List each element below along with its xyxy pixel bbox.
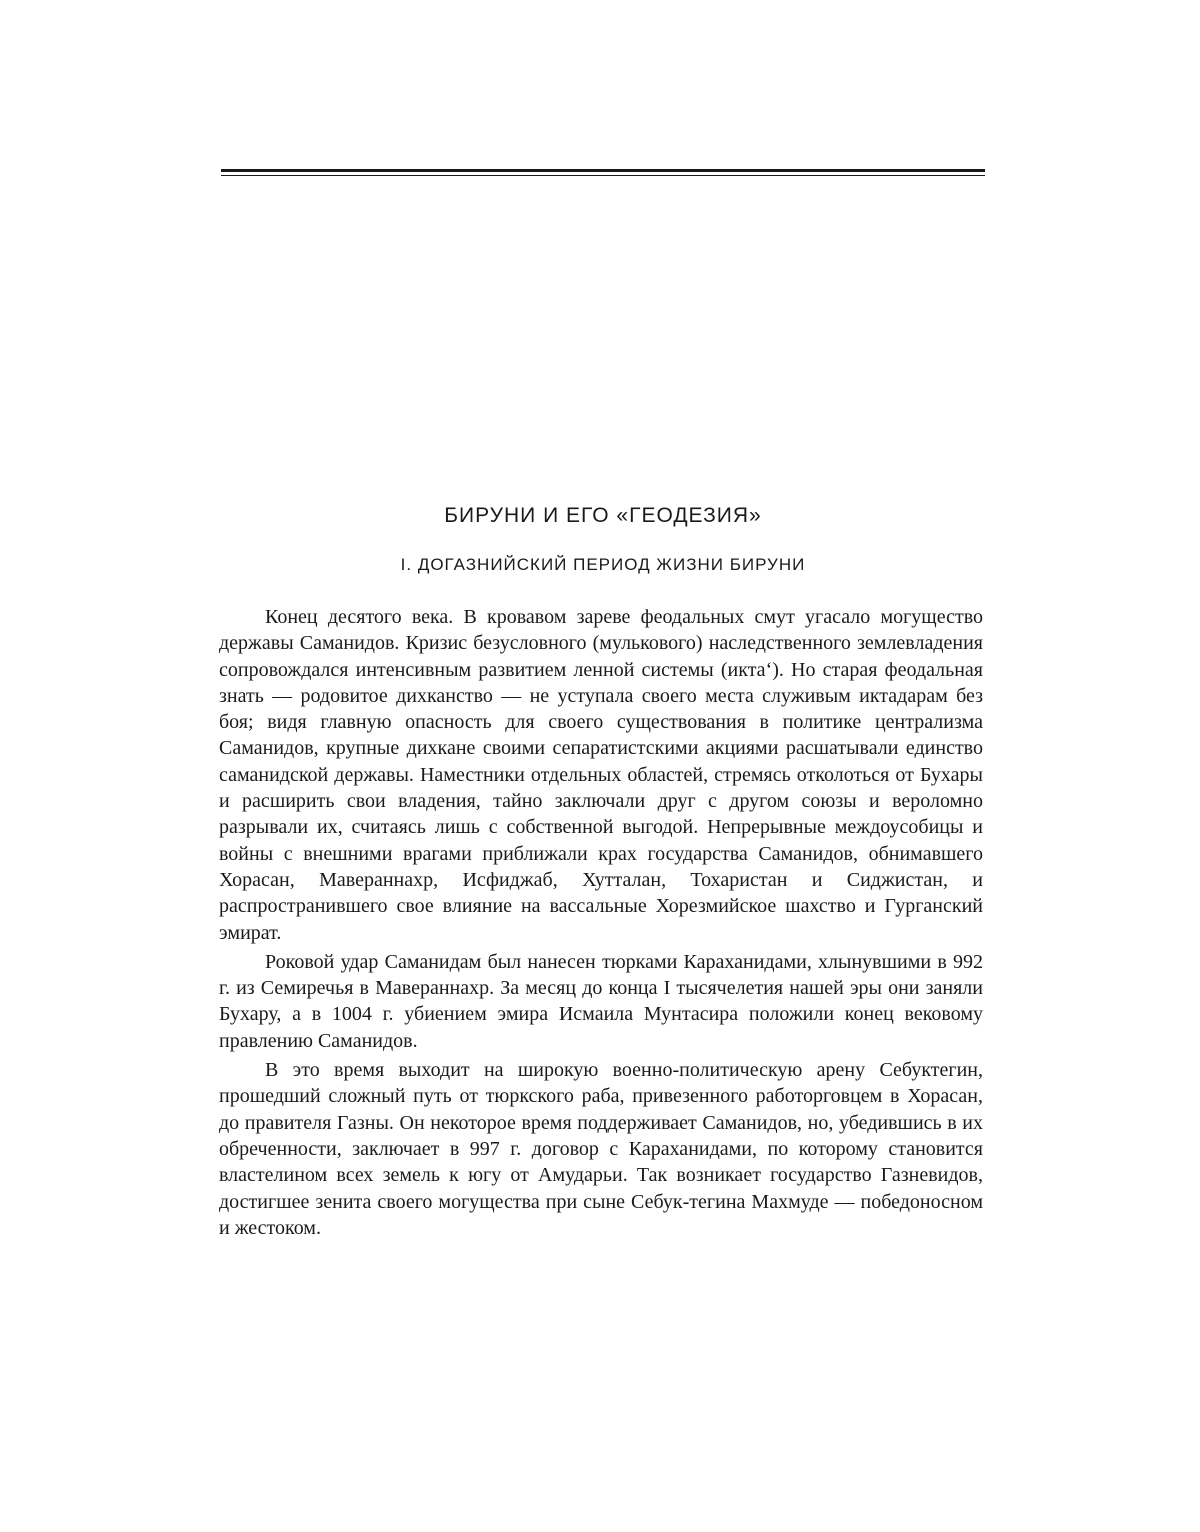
paragraph: В это время выходит на широкую военно-политическую арену Себуктегин, прошедший сложный путь от тюркского раба, привезенного работорговцем в Хорасан, до правителя Газны. Он некоторое время поддерживает Саманидов, но, убедившись в их обреченности, заключает в 997 г. договор с Караханидами, по которому становится властелином всех земель к югу от Амударьи. Так возникает государство Газневидов, достигшее зенита своего могущества при сыне Себук-тегина Махмуде — победоносном и жестоком. <box>219 1059 983 1239</box>
paragraph: Роковой удар Саманидам был нанесен тюрками Караханидами, хлынувшими в 992 г. из Семиречья в Мавераннахр. За месяц до конца I тысячелетия нашей эры они заняли Бухару, а в 1004 г. убиением эмира Исмаила Мунтасира положили конец вековому правлению Саманидов. <box>219 950 983 1052</box>
paragraph: Конец десятого века. В кровавом зареве феодальных смут угасало могущество державы Саманидов. Кризис безусловного (мулькового) наследственного землевладения сопровождался интенсивным развитием ленной системы (икта‘). Но старая феодальная знать — родовитое дихканство — не уступала своего места служивым иктадарам без боя; видя главную опасность для своего существования в политике централизма Саманидов, крупные дихкане своими сепаратистскими акциями расшатывали единство саманидской державы. Наместники отдельных областей, стремясь отколоться от Бухары и расширить свои владения, тайно заключали друг с другом союзы и вероломно разрывали их, считаясь лишь с собственной выгодой. Непрерывные междоусобицы и войны с внешними врагами приближали крах государства Саманидов, обнимавшего Хорасан, Мавераннахр, Исфиджаб, Хутталан, Тохаристан и Сиджистан, и распространившего свое влияние на вассальные Хорезмийское шахство и Гурганский эмират. <box>219 606 983 944</box>
header-rule-thin <box>221 175 985 176</box>
section-heading: I. ДОГАЗНИЙСКИЙ ПЕРИОД ЖИЗНИ БИРУНИ <box>400 555 806 574</box>
body-text <box>219 604 983 1241</box>
chapter-title: БИРУНИ И ЕГО «ГЕОДЕЗИЯ» <box>444 504 762 527</box>
header-rule-thick <box>221 169 985 172</box>
header-double-rule <box>221 169 985 178</box>
